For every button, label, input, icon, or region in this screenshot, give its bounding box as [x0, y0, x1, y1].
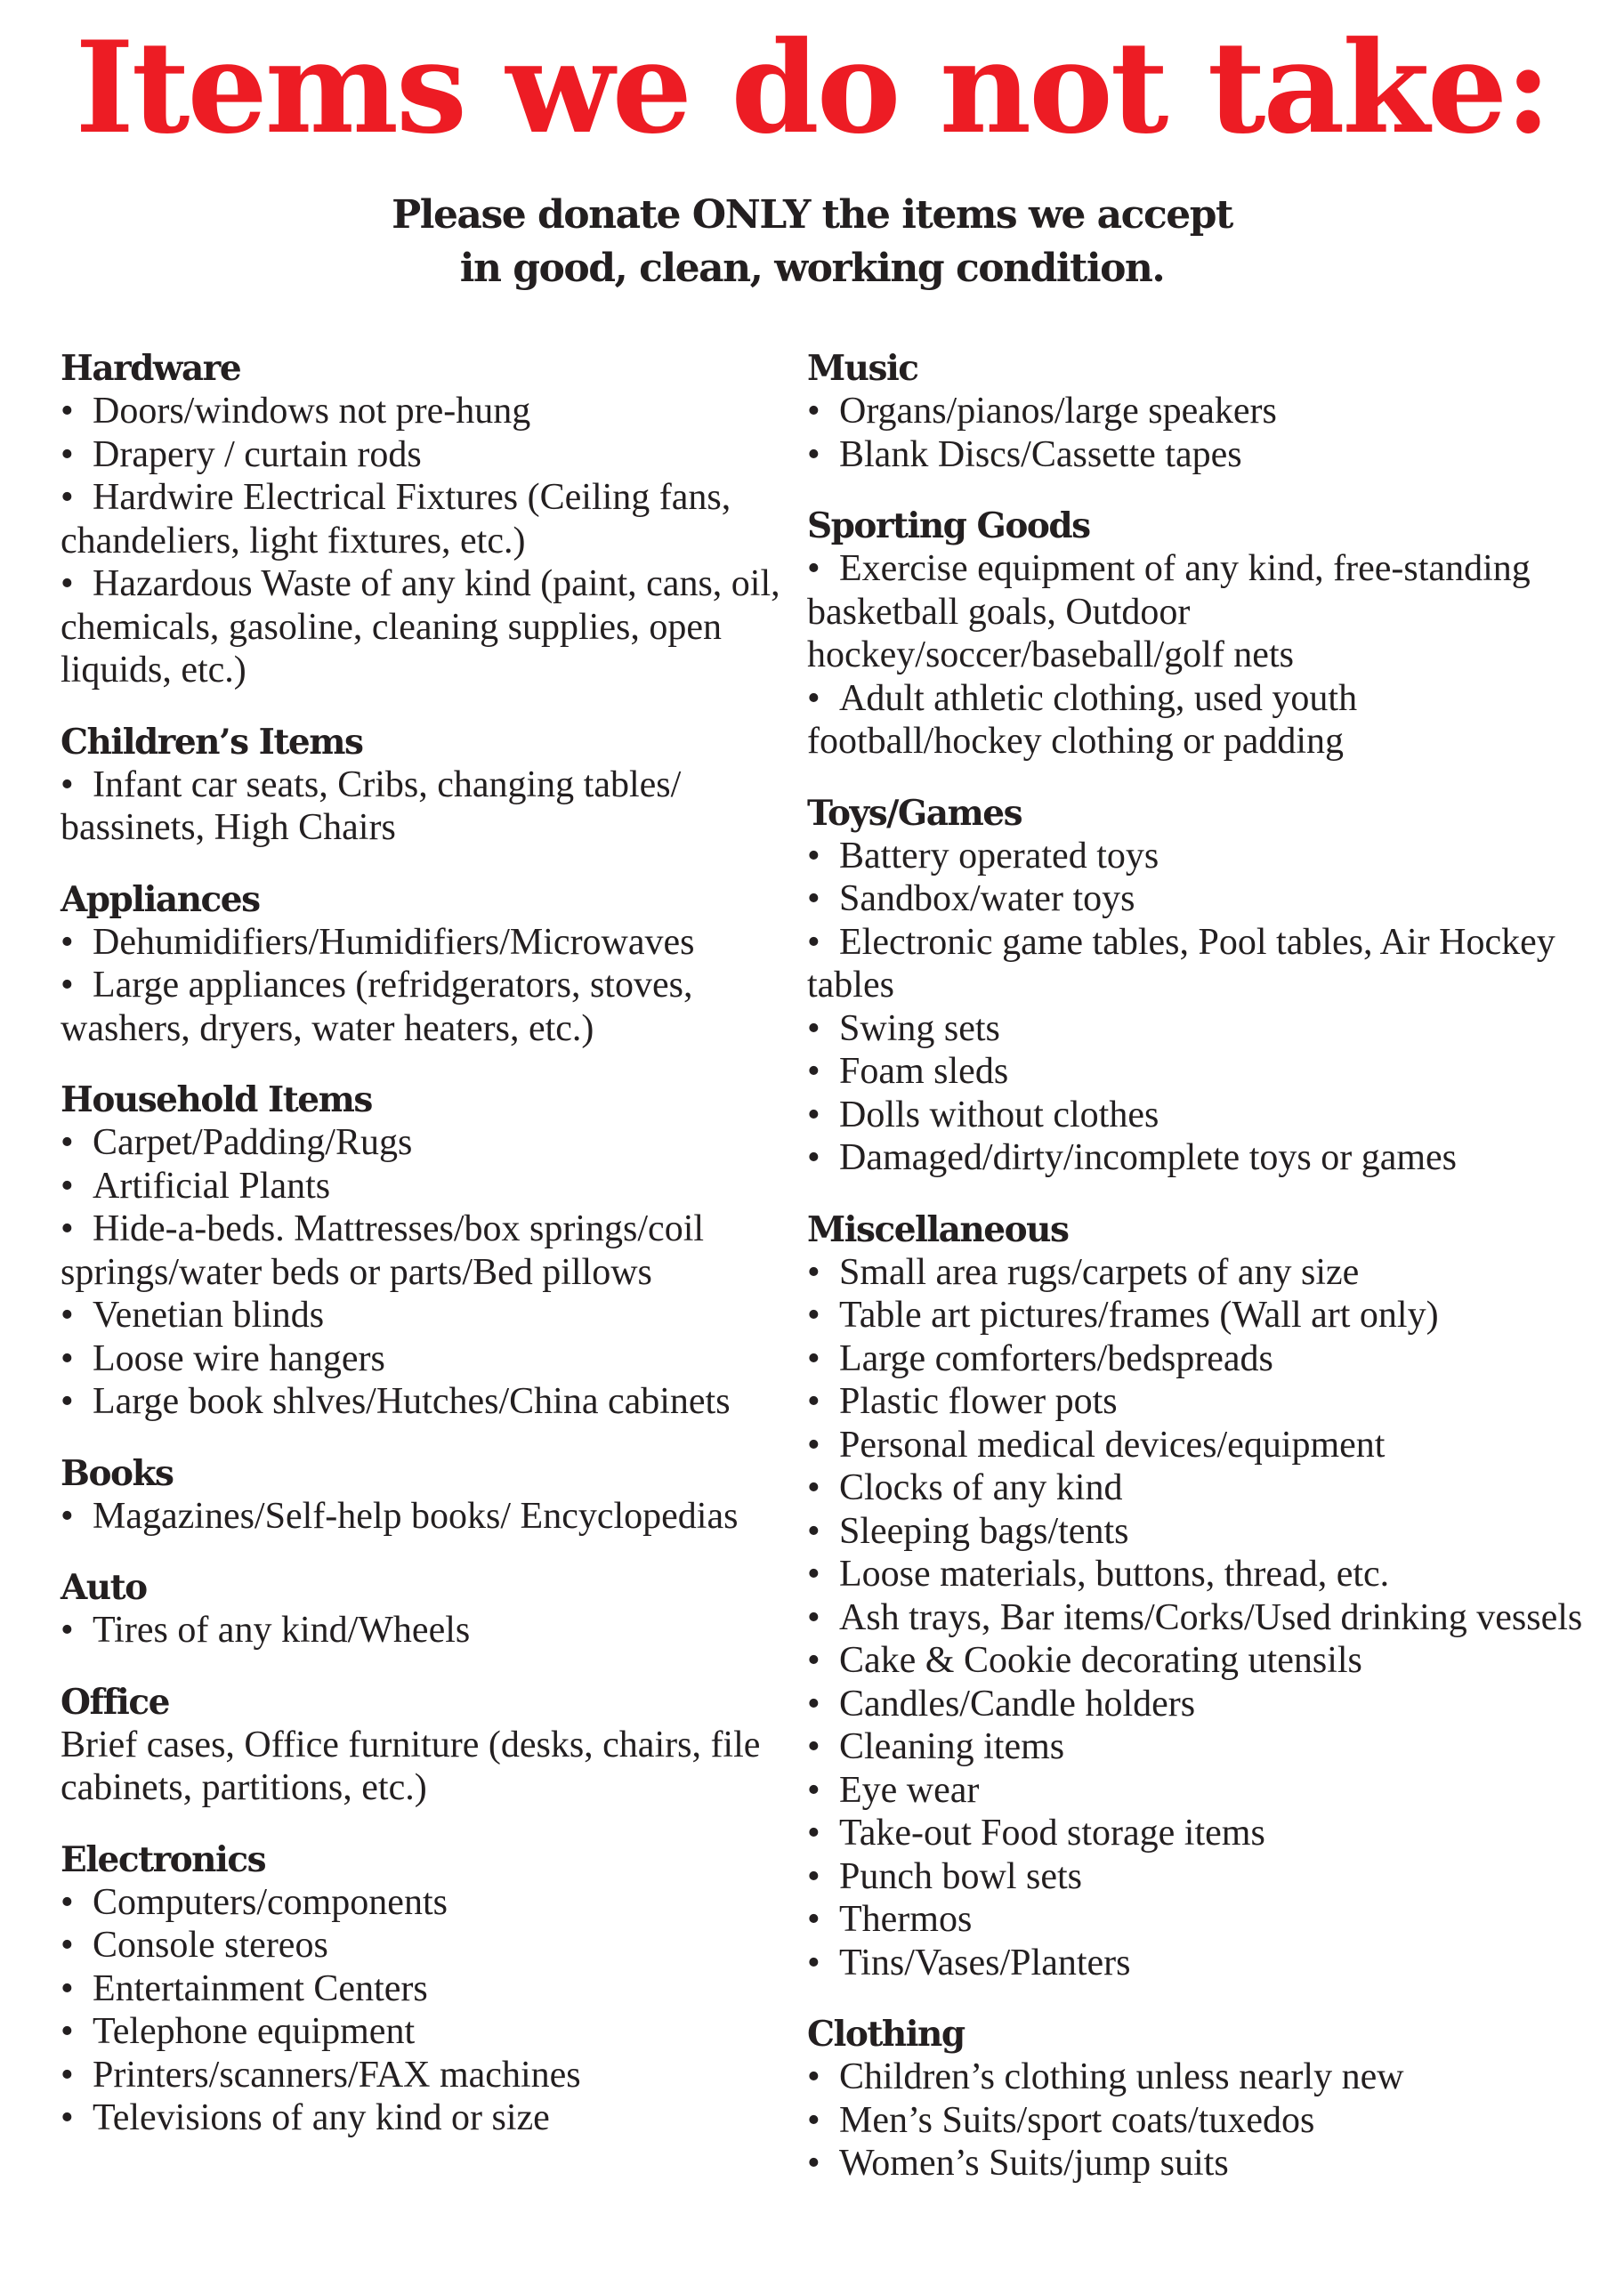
- item-text: Children’s clothing unless nearly new: [839, 2056, 1404, 2097]
- bullet-icon: •: [807, 878, 820, 919]
- bullet-icon: •: [807, 1726, 820, 1767]
- item-text: Organs/pianos/large speakers: [839, 391, 1277, 432]
- list-item: [61, 964, 804, 1050]
- list-item: [807, 1553, 1590, 1596]
- item-text: Small area rugs/carpets of any size: [839, 1251, 1360, 1293]
- item-text: Drapery / curtain rods: [93, 433, 422, 475]
- category-section-electronics: [61, 1838, 804, 2140]
- item-text: Dehumidifiers/Humidifiers/Microwaves: [93, 921, 695, 963]
- item-text: Personal medical devices/equipment: [839, 1424, 1386, 1466]
- item-list: [807, 2056, 1590, 2185]
- bullet-icon: •: [61, 2097, 74, 2138]
- bullet-icon: •: [807, 2056, 820, 2097]
- item-text: Doors/windows not pre-hung: [93, 391, 531, 432]
- item-text: Sleeping bags/tents: [839, 1510, 1129, 1552]
- item-text: Large book shlves/Hutches/China cabinets: [93, 1381, 731, 1422]
- item-text: Cleaning items: [839, 1726, 1065, 1767]
- list-item: [807, 1639, 1590, 1683]
- subtitle-line-1: Please donate ONLY the items we accept: [392, 192, 1232, 238]
- list-item: [61, 1495, 804, 1539]
- bullet-icon: •: [807, 548, 820, 589]
- item-text: Sandbox/water toys: [839, 878, 1135, 919]
- category-heading: Appliances: [61, 878, 260, 920]
- bullet-icon: •: [807, 2143, 820, 2184]
- category-heading: Clothing: [807, 2014, 965, 2055]
- bullet-icon: •: [807, 1596, 820, 1638]
- list-item: [807, 877, 1590, 921]
- item-list: [807, 547, 1590, 763]
- bullet-icon: •: [807, 1137, 820, 1178]
- category-section-clothing: [807, 2013, 1590, 2185]
- bullet-icon: •: [807, 1855, 820, 1897]
- item-list: [807, 1251, 1590, 1985]
- left-column: [61, 347, 804, 2169]
- bullet-icon: •: [61, 1925, 74, 1966]
- item-text: Take-out Food storage items: [839, 1813, 1265, 1854]
- bullet-icon: •: [61, 2054, 74, 2096]
- list-item: [807, 433, 1590, 477]
- list-item: [61, 1165, 804, 1208]
- bullet-icon: •: [807, 391, 820, 432]
- subtitle-line-2: in good, clean, working condition.: [459, 246, 1165, 291]
- list-item: [61, 2010, 804, 2054]
- item-text: Candles/Candle holders: [839, 1683, 1196, 1725]
- list-item: [61, 1337, 804, 1381]
- item-text: Foam sleds: [839, 1051, 1009, 1092]
- category-heading: Hardware: [61, 348, 241, 389]
- category-heading: Sporting Goods: [807, 505, 1090, 546]
- category-section-auto: [61, 1566, 804, 1652]
- category-section-children-s-items: [61, 721, 804, 850]
- item-text: Hazardous Waste of any kind (paint, cans, oil, chemicals, gasoline, cleaning supplies, open liquids, etc.): [61, 563, 780, 691]
- list-item: [61, 433, 804, 477]
- list-item: [61, 1121, 804, 1165]
- item-text: Artificial Plants: [93, 1165, 331, 1207]
- bullet-icon: •: [807, 1683, 820, 1725]
- category-section-office: [61, 1681, 804, 1810]
- item-list: [807, 390, 1590, 476]
- list-item: [61, 1881, 804, 1925]
- item-text: Carpet/Padding/Rugs: [93, 1122, 413, 1163]
- bullet-icon: •: [807, 1381, 820, 1422]
- item-list: [61, 1495, 804, 1539]
- list-item: [807, 1855, 1590, 1899]
- list-item: [807, 921, 1590, 1007]
- list-item: [807, 2142, 1590, 2185]
- list-item: [807, 1898, 1590, 1942]
- bullet-icon: •: [61, 1381, 74, 1422]
- item-text: Blank Discs/Cassette tapes: [839, 433, 1242, 475]
- bullet-icon: •: [61, 1881, 74, 1923]
- item-text: Loose wire hangers: [93, 1337, 385, 1379]
- category-heading: Household Items: [61, 1079, 372, 1120]
- list-item: [61, 763, 804, 850]
- item-text: Telephone equipment: [93, 2011, 416, 2052]
- category-section-sporting-goods: [807, 505, 1590, 763]
- category-section-toys-games: [807, 792, 1590, 1180]
- item-text: Console stereos: [93, 1925, 328, 1966]
- item-text: Infant car seats, Cribs, changing tables/ bassinets, High Chairs: [61, 763, 682, 848]
- bullet-icon: •: [807, 1554, 820, 1595]
- list-item: [61, 1924, 804, 1967]
- item-list: [61, 763, 804, 850]
- list-item: [807, 1094, 1590, 1137]
- list-item: [807, 1725, 1590, 1769]
- bullet-icon: •: [807, 835, 820, 876]
- item-text: Large comforters/bedspreads: [839, 1337, 1273, 1379]
- category-heading: Auto: [61, 1567, 147, 1608]
- list-item: [807, 1510, 1590, 1554]
- category-section-books: [61, 1452, 804, 1539]
- bullet-icon: •: [807, 2099, 820, 2141]
- item-text: Damaged/dirty/incomplete toys or games: [839, 1137, 1457, 1178]
- bullet-icon: •: [807, 1337, 820, 1379]
- list-item: [61, 476, 804, 562]
- list-item: [61, 1967, 804, 2011]
- list-item: [807, 1050, 1590, 1094]
- bullet-icon: •: [807, 433, 820, 475]
- bullet-icon: •: [807, 921, 820, 963]
- item-text: Men’s Suits/sport coats/tuxedos: [839, 2099, 1315, 2141]
- bullet-icon: •: [61, 1337, 74, 1379]
- bullet-icon: •: [61, 921, 74, 963]
- category-heading: Office: [61, 1681, 169, 1723]
- item-list: [61, 921, 804, 1051]
- item-list: [807, 835, 1590, 1180]
- category-section-appliances: [61, 878, 804, 1051]
- item-text: Dolls without clothes: [839, 1094, 1159, 1135]
- item-text: Hide-a-beds. Mattresses/box springs/coil springs/water beds or parts/Bed pillows: [61, 1208, 705, 1293]
- item-text: Tins/Vases/Planters: [839, 1942, 1131, 1983]
- bullet-icon: •: [807, 1051, 820, 1092]
- item-text: Plastic flower pots: [839, 1381, 1118, 1422]
- item-text: Venetian blinds: [93, 1295, 325, 1336]
- bullet-icon: •: [61, 1295, 74, 1336]
- bullet-icon: •: [61, 763, 74, 805]
- list-item: [807, 1337, 1590, 1381]
- item-text: Battery operated toys: [839, 835, 1159, 876]
- bullet-icon: •: [807, 1769, 820, 1811]
- list-item: [807, 1596, 1590, 1640]
- list-item: [807, 1007, 1590, 1051]
- category-heading: Electronics: [61, 1838, 266, 1880]
- list-item: [807, 1294, 1590, 1337]
- item-text: Cake & Cookie decorating utensils: [839, 1640, 1362, 1681]
- bullet-icon: •: [807, 1295, 820, 1336]
- item-text: Table art pictures/frames (Wall art only): [839, 1295, 1439, 1336]
- bullet-icon: •: [807, 1007, 820, 1049]
- list-item: [807, 1769, 1590, 1813]
- bullet-icon: •: [61, 1967, 74, 2009]
- category-heading: Children’s Items: [61, 721, 363, 763]
- item-text: Swing sets: [839, 1007, 1000, 1049]
- item-text: Loose materials, buttons, thread, etc.: [839, 1554, 1390, 1595]
- list-item: [807, 2099, 1590, 2143]
- list-item: [61, 1208, 804, 1294]
- list-item: [61, 921, 804, 965]
- list-item: [807, 1136, 1590, 1180]
- bullet-icon: •: [61, 2011, 74, 2052]
- list-item: [61, 562, 804, 692]
- subtitle: [0, 189, 1624, 295]
- item-text: Exercise equipment of any kind, free-standing basketball goals, Outdoor hockey/soccer/baseball/golf nets: [807, 548, 1531, 675]
- bullet-icon: •: [61, 433, 74, 475]
- item-list: [61, 1121, 804, 1424]
- category-heading: Music: [807, 348, 918, 389]
- list-item: [807, 677, 1590, 763]
- bullet-icon: •: [61, 965, 74, 1006]
- bullet-icon: •: [807, 1899, 820, 1940]
- bullet-icon: •: [807, 1467, 820, 1508]
- item-text: Eye wear: [839, 1769, 980, 1811]
- list-item: [807, 1380, 1590, 1424]
- list-item: [61, 1380, 804, 1424]
- list-item: [807, 390, 1590, 433]
- category-heading: Books: [61, 1452, 174, 1494]
- category-section-miscellaneous: [807, 1208, 1590, 1985]
- list-item: [61, 2096, 804, 2140]
- list-item: [61, 1609, 804, 1652]
- list-item: [807, 835, 1590, 878]
- list-item: [807, 1942, 1590, 1985]
- bullet-icon: •: [61, 477, 74, 518]
- bullet-icon: •: [807, 677, 820, 719]
- list-item: [807, 1466, 1590, 1510]
- bullet-icon: •: [61, 1208, 74, 1249]
- category-heading: Toys/Games: [807, 792, 1022, 834]
- bullet-icon: •: [61, 563, 74, 604]
- list-item: [807, 1251, 1590, 1295]
- item-text: Entertainment Centers: [93, 1967, 428, 2009]
- item-text: Electronic game tables, Pool tables, Air Hockey tables: [807, 921, 1555, 1006]
- bullet-icon: •: [807, 1510, 820, 1552]
- bullet-icon: •: [807, 1813, 820, 1854]
- list-item: [61, 1294, 804, 1337]
- bullet-icon: •: [807, 1424, 820, 1466]
- list-item: [807, 547, 1590, 677]
- bullet-icon: •: [61, 1495, 74, 1537]
- item-text: Televisions of any kind or size: [93, 2097, 550, 2138]
- item-text: Punch bowl sets: [839, 1855, 1082, 1897]
- bullet-icon: •: [61, 391, 74, 432]
- list-item: [61, 2054, 804, 2097]
- category-section-household-items: [61, 1078, 804, 1424]
- item-text: Hardwire Electrical Fixtures (Ceiling fans, chandeliers, light fixtures, etc.): [61, 477, 731, 561]
- list-item: [61, 390, 804, 433]
- item-text: Ash trays, Bar items/Corks/Used drinking vessels: [839, 1596, 1583, 1638]
- bullet-icon: •: [807, 1094, 820, 1135]
- right-column: [807, 347, 1590, 2214]
- category-section-music: [807, 347, 1590, 476]
- bullet-icon: •: [61, 1165, 74, 1207]
- bullet-icon: •: [807, 1942, 820, 1983]
- bullet-icon: •: [807, 1640, 820, 1681]
- category-section-hardware: [61, 347, 804, 692]
- item-text: Printers/scanners/FAX machines: [93, 2054, 581, 2096]
- category-heading: Miscellaneous: [807, 1208, 1069, 1250]
- item-list: [61, 1609, 804, 1652]
- list-item: [807, 2056, 1590, 2099]
- item-text: Magazines/Self-help books/ Encyclopedias: [93, 1495, 739, 1537]
- item-text: Thermos: [839, 1899, 973, 1940]
- page-title: Items we do not take:: [75, 14, 1549, 162]
- bullet-icon: •: [61, 1610, 74, 1651]
- bullet-icon: •: [61, 1122, 74, 1163]
- item-text: Women’s Suits/jump suits: [839, 2143, 1229, 2184]
- item-text: Computers/components: [93, 1881, 448, 1923]
- list-item: [807, 1812, 1590, 1855]
- list-item: [807, 1424, 1590, 1467]
- item-text: Clocks of any kind: [839, 1467, 1123, 1508]
- list-item: [807, 1683, 1590, 1726]
- item-text: Adult athletic clothing, used youth football/hockey clothing or padding: [807, 677, 1358, 762]
- category-text: Brief cases, Office furniture (desks, chairs, file cabinets, partitions, etc.): [61, 1724, 761, 1808]
- item-text: Tires of any kind/Wheels: [93, 1610, 471, 1651]
- item-list: [61, 390, 804, 692]
- item-text: Large appliances (refridgerators, stoves, washers, dryers, water heaters, etc.): [61, 965, 693, 1049]
- item-list: [61, 1881, 804, 2140]
- bullet-icon: •: [807, 1251, 820, 1293]
